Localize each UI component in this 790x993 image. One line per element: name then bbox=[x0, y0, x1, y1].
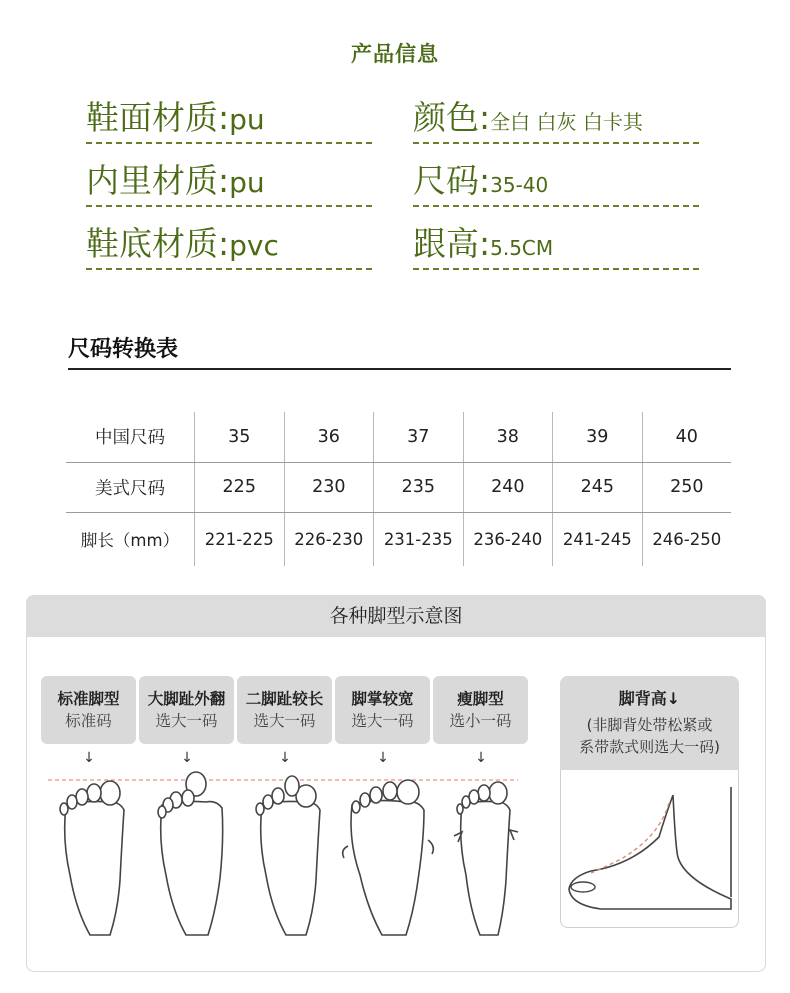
instep-label bbox=[560, 676, 739, 770]
table-cell: 235 bbox=[374, 462, 464, 512]
foot-type-label-bunion bbox=[139, 676, 234, 744]
table-cell: 36 bbox=[284, 412, 374, 462]
foot-illustrations bbox=[40, 760, 520, 940]
table-cell: 35 bbox=[195, 412, 285, 462]
foot-type-name: 大脚趾外翻 bbox=[147, 690, 226, 708]
product-info-title: 产品信息 bbox=[351, 42, 439, 66]
table-cell: 225 bbox=[195, 462, 285, 512]
size-label: 尺码: bbox=[413, 161, 491, 200]
bunion-foot-icon bbox=[158, 772, 223, 935]
standard-foot-icon bbox=[60, 781, 124, 935]
table-cell: 226-230 bbox=[284, 512, 374, 566]
foot-type-advice: 选大一码 bbox=[155, 712, 218, 730]
lining-material-label: 内里材质: bbox=[86, 161, 230, 200]
foot-type-label-wide bbox=[335, 676, 430, 744]
heel-height-row bbox=[413, 224, 699, 270]
foot-type-advice: 标准码 bbox=[65, 712, 112, 730]
instep-advice-line2: 系带款式则选大一码) bbox=[579, 738, 720, 756]
upper-material-value: pu bbox=[229, 103, 265, 136]
slim-foot-icon bbox=[454, 782, 518, 935]
table-cell: 246-250 bbox=[642, 512, 731, 566]
foot-type-name: 二脚趾较长 bbox=[245, 690, 324, 708]
foot-type-label-standard bbox=[41, 676, 136, 744]
color-row bbox=[413, 98, 699, 144]
table-cell: 236-240 bbox=[463, 512, 553, 566]
row-label: 美式尺码 bbox=[66, 462, 195, 512]
row-label: 中国尺码 bbox=[66, 412, 195, 462]
table-cell: 37 bbox=[374, 412, 464, 462]
color-label: 颜色: bbox=[413, 98, 491, 137]
size-chart-table bbox=[66, 412, 731, 566]
sole-material-value: pvc bbox=[229, 229, 279, 262]
lining-material-row bbox=[86, 161, 372, 207]
table-cell: 250 bbox=[642, 462, 731, 512]
size-value: 35-40 bbox=[490, 173, 549, 197]
down-arrow-icon: ↓ bbox=[279, 750, 291, 766]
table-cell: 38 bbox=[463, 412, 553, 462]
row-label: 脚长（mm） bbox=[80, 531, 180, 551]
upper-material-label: 鞋面材质: bbox=[86, 98, 230, 137]
long-second-toe-foot-icon bbox=[256, 776, 320, 935]
table-cell: 231-235 bbox=[374, 512, 464, 566]
table-cell: 241-245 bbox=[553, 512, 643, 566]
color-value: 全白 白灰 白卡其 bbox=[490, 110, 643, 134]
heel-height-label: 跟高: bbox=[413, 224, 491, 263]
table-cell: 221-225 bbox=[195, 512, 285, 566]
foot-type-advice: 选大一码 bbox=[351, 712, 414, 730]
lining-material-value: pu bbox=[229, 166, 265, 199]
foot-type-advice: 选大一码 bbox=[253, 712, 316, 730]
heel-height-value: 5.5CM bbox=[490, 236, 554, 260]
size-chart-divider bbox=[68, 368, 731, 370]
table-cell: 240 bbox=[463, 462, 553, 512]
table-row bbox=[66, 462, 731, 512]
instep-advice-line1: (非脚背处带松紧或 bbox=[586, 716, 713, 734]
foot-types-title: 各种脚型示意图 bbox=[26, 595, 766, 637]
table-cell: 245 bbox=[553, 462, 643, 512]
table-cell: 230 bbox=[284, 462, 374, 512]
table-cell: 39 bbox=[553, 412, 643, 462]
foot-type-name: 脚掌较宽 bbox=[351, 690, 414, 708]
table-row bbox=[66, 512, 731, 566]
size-chart-title: 尺码转换表 bbox=[68, 337, 179, 362]
wide-foot-icon bbox=[343, 780, 434, 935]
table-cell: 40 bbox=[642, 412, 731, 462]
foot-type-label-long-second-toe bbox=[237, 676, 332, 744]
foot-type-name: 瘦脚型 bbox=[457, 690, 504, 708]
foot-type-name: 标准脚型 bbox=[57, 690, 120, 708]
down-arrow-icon: ↓ bbox=[83, 750, 95, 766]
upper-material-row bbox=[86, 98, 372, 144]
instep-name: 脚背高↓ bbox=[618, 689, 681, 708]
foot-type-advice: 选小一码 bbox=[449, 712, 512, 730]
table-row bbox=[66, 412, 731, 462]
size-row bbox=[413, 161, 699, 207]
down-arrow-icon: ↓ bbox=[181, 750, 193, 766]
down-arrow-icon: ↓ bbox=[475, 750, 487, 766]
down-arrow-icon: ↓ bbox=[377, 750, 389, 766]
sole-material-row bbox=[86, 224, 372, 270]
sole-material-label: 鞋底材质: bbox=[86, 224, 230, 263]
foot-type-label-slim bbox=[433, 676, 528, 744]
